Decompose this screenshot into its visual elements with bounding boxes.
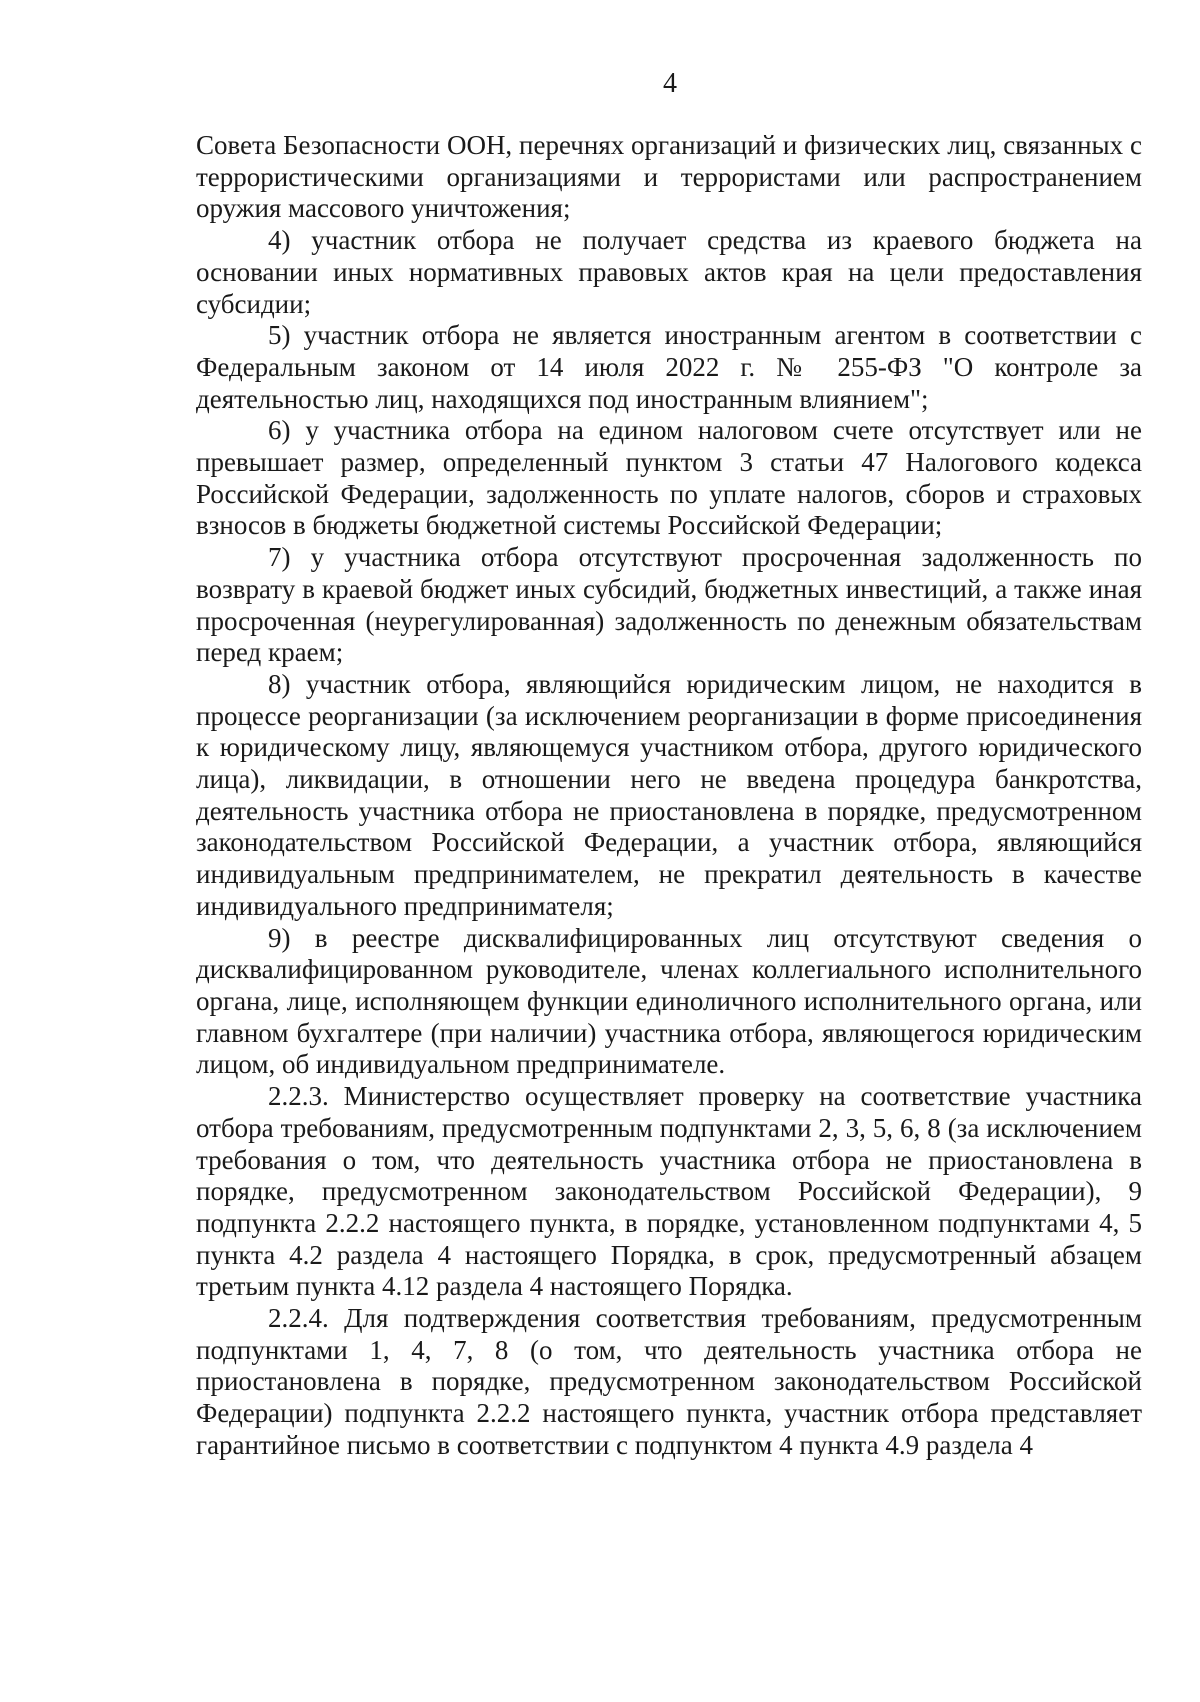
page-number: 4 [663,68,677,99]
paragraph-continuation: Совета Безопасности ООН, перечнях организаций и физических лиц, связанных с террористическими организациями и террористами или распространением оружия массового уничтожения; [196,130,1142,224]
paragraph-item-7: 7) у участника отбора отсутствуют просроченная задолженность по возврату в краевой бюджет иных субсидий, бюджетных инвестиций, а также иная просроченная (неурегулированная) задолженность по денежным обязательствам перед краем; [196,542,1142,668]
document-body [196,130,1142,1462]
paragraph-item-6: 6) у участника отбора на едином налоговом счете отсутствует или не превышает размер, определенный пунктом 3 статьи 47 Налогового кодекса Российской Федерации, задолженность по уплате налогов, сборов и страховых взносов в бюджеты бюджетной системы Российской Федерации; [196,415,1142,541]
paragraph-item-8: 8) участник отбора, являющийся юридическим лицом, не находится в процессе реорганизации (за исключением реорганизации в форме присоединения к юридическому лицу, являющемуся участником отбора, другого юридического лица), ликвидации, в отношении него не введена процедура банкротства, деятельность участника отбора не приостановлена в порядке, предусмотренном законодательством Российской Федерации, а участник отбора, являющийся индивидуальным предпринимателем, не прекратил деятельность в качестве индивидуального предпринимателя; [196,668,1142,921]
paragraph-item-4: 4) участник отбора не получает средства из краевого бюджета на основании иных нормативных правовых актов края на цели предоставления субсидии; [196,225,1142,319]
paragraph-2-2-4: 2.2.4. Для подтверждения соответствия требованиям, предусмотренным подпунктами 1, 4, 7, 8 (о том, что деятельность участника отбора не приостановлена в порядке, предусмотренном законодательством Российской Федерации) подпункта 2.2.2 настоящего пункта, участник отбора представляет гарантийное письмо в соответствии с подпунктом 4 пункта 4.9 раздела 4 [196,1303,1142,1460]
paragraph-2-2-3: 2.2.3. Министерство осуществляет проверку на соответствие участника отбора требованиям, предусмотренным подпунктами 2, 3, 5, 6, 8 (за исключением требования о том, что деятельность участника отбора не приостановлена в порядке, предусмотренном законодательством Российской Федерации), 9 подпункта 2.2.2 настоящего пункта, в порядке, установленном подпунктами 4, 5 пункта 4.2 раздела 4 настоящего Порядка, в срок, предусмотренный абзацем третьим пункта 4.12 раздела 4 настоящего Порядка. [196,1081,1142,1302]
paragraph-item-5: 5) участник отбора не является иностранным агентом в соответствии с Федеральным законом от 14 июля 2022 г. № 255-ФЗ "О контроле за деятельностью лиц, находящихся под иностранным влиянием"; [196,320,1142,414]
paragraph-item-9: 9) в реестре дисквалифицированных лиц отсутствуют сведения о дисквалифицированном руководителе, членах коллегиального исполнительного органа, лице, исполняющем функции единоличного исполнительного органа, или главном бухгалтере (при наличии) участника отбора, являющегося юридическим лицом, об индивидуальном предпринимателе. [196,922,1142,1080]
